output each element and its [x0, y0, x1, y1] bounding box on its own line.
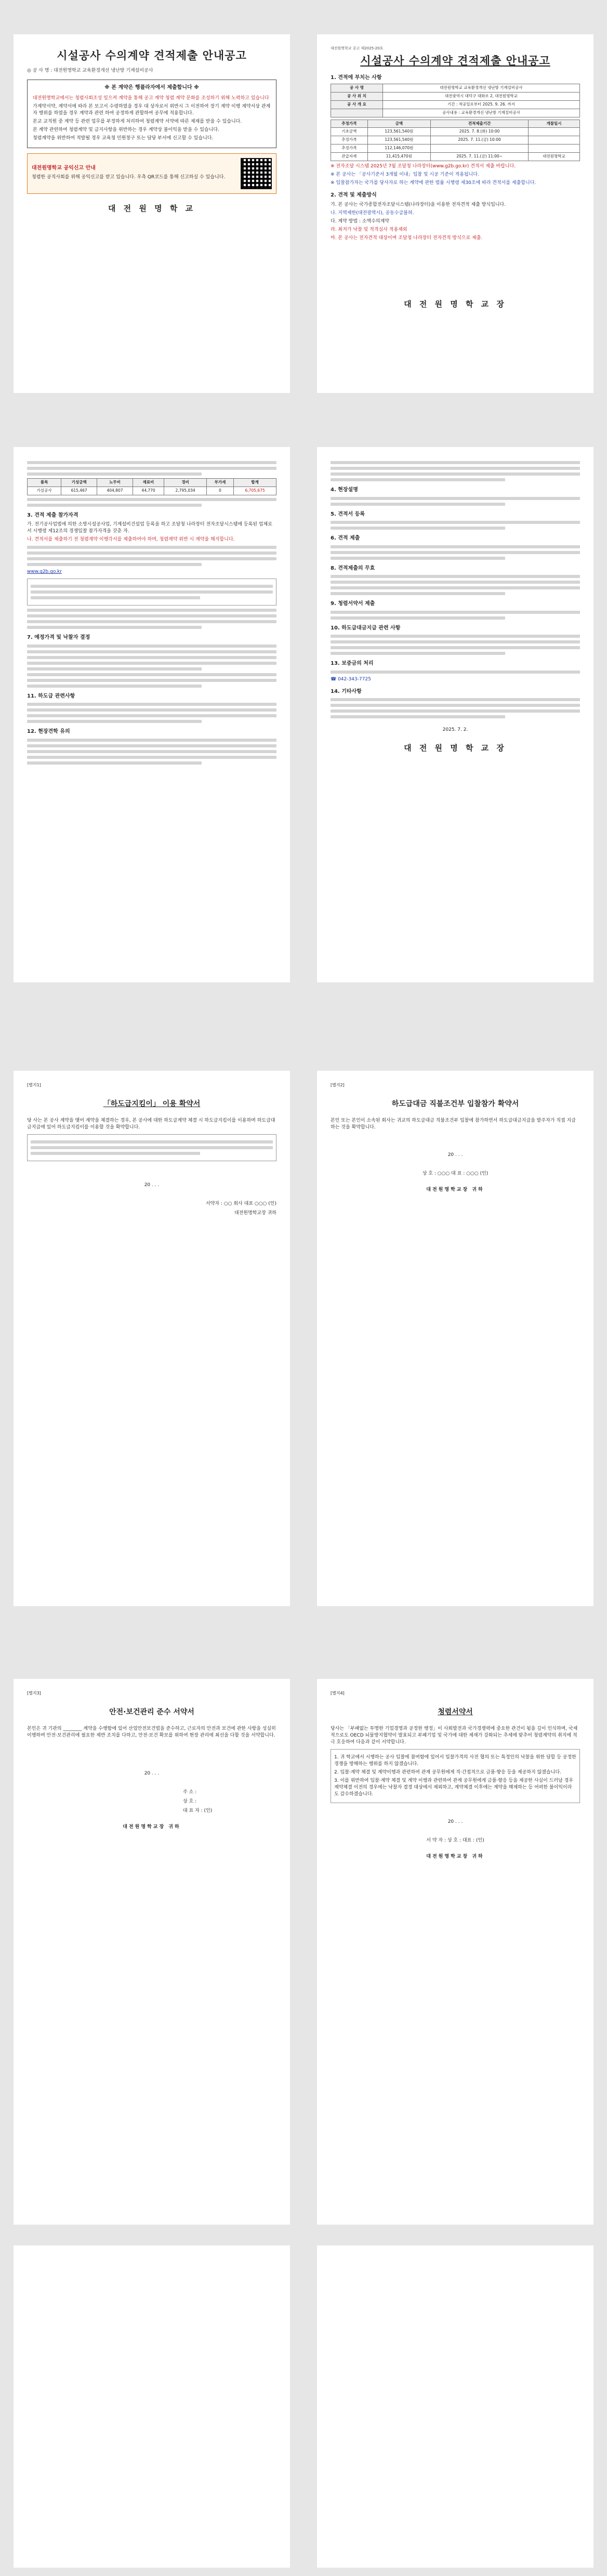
- notice-line: 가계약서약, 계약서에 따라 본 보고서 수령하였을 경우 대 상자로서 위반시 그 이전하여 장기 계약 이행 계약서상 관계자 행위를 하였을 경우 계약과 관련 하여 공정하게 관할하여 공무에 적용합니다.: [33, 104, 271, 116]
- form-recipient: 대전원명학교장 귀하: [123, 1824, 181, 1830]
- notice-title: ※ 본 계약은 행플라자에서 제출합니다 ※: [104, 85, 199, 91]
- header-cell: 재료비: [133, 479, 164, 487]
- form-date: 20 . . .: [144, 1182, 160, 1188]
- section-heading: 5. 견적서 등록: [331, 511, 365, 517]
- form-title: 청렴서약서: [438, 1707, 473, 1716]
- form-title: 하도급대금 직불조건부 입찰참가 확약서: [391, 1099, 519, 1108]
- page-blank: [317, 2245, 593, 2568]
- page-blank: [14, 2245, 290, 2568]
- form-recipient: 대전원명학교장 귀하: [426, 1854, 484, 1860]
- project-name: ◎ 공 사 명 : 대전원명학교 교육환경개선 냉난방 기계설비공사: [27, 68, 153, 74]
- amount-table: [331, 120, 580, 161]
- qr-code-icon[interactable]: [241, 158, 272, 189]
- promo-title: 대전원명학교 공익신고 안내: [32, 165, 96, 172]
- cell: 615,467: [61, 487, 97, 495]
- integrity-notice: [27, 80, 276, 148]
- cell: 공 사 위 치: [331, 92, 383, 100]
- form-recipient: 대전원명학교장 귀하: [426, 1187, 484, 1193]
- header-cell: 노무비: [97, 479, 133, 487]
- paragraph: 나. 견적서를 제출하기 전 청렴계약 이행각서를 제출하여야 하며, 청렴계약 위반 시 계약을 해지합니다.: [27, 537, 235, 543]
- cell: 공사내용 : 교육환경개선 냉난방 기계설비공사: [382, 109, 579, 117]
- pledge-item: 3. 이를 위반하여 입찰·계약 체결 및 계약 이행과 관련하여 관계 공무원에게 금품·향응 등을 제공한 사실이 드러날 경우 계약체결 이전의 경우에는 낙찰자 결정 대상에서 제외하고, 계약체결 이후에는 계약을 해제하는 등 어떠한 불이익이라도 감수하겠습니다.: [334, 1778, 574, 1797]
- form-recipient: 대전원명학교장 귀하: [234, 1211, 276, 1216]
- notice-number: 대전원명학교 공고 제2025-20호: [331, 46, 384, 50]
- contact-phone: ☎ 042-343-7725: [331, 676, 371, 682]
- pledge-item: 1. 귀 학교에서 시행하는 공사 입찰에 참여함에 있어서 입찰가격의 사전 협의 또는 특정인의 낙찰을 위한 담합 등 공정한 경쟁을 방해하는 행위를 하지 않겠습니다.: [334, 1755, 576, 1767]
- cell: [528, 144, 579, 153]
- cell: 기초금액: [331, 128, 368, 136]
- form-field-company[interactable]: 상 호 :: [183, 1799, 197, 1805]
- header-cell: 기성금액: [61, 479, 97, 487]
- form-tag: [별지2]: [331, 1083, 345, 1087]
- header-cell: 견적제출기간: [431, 120, 529, 128]
- school-name: 대 전 원 명 학 교 장: [404, 299, 507, 309]
- section-heading: 4. 현장설명: [331, 487, 358, 493]
- cell: 2,795,034: [164, 487, 207, 495]
- cell: 가설공사: [28, 487, 61, 495]
- cost-table: [27, 478, 276, 495]
- cell: [331, 109, 383, 117]
- form-integrity-pledge: [317, 1679, 593, 2225]
- page-notice-cover: [14, 34, 290, 393]
- form-date: 20 . . .: [144, 1770, 160, 1776]
- list-item: 라. 최저가 낙찰 및 적격심사 적용제외: [331, 227, 407, 232]
- form-tag: [별지3]: [27, 1691, 41, 1696]
- cell: 추정가격: [331, 136, 368, 144]
- cell: 11,415,470원: [367, 153, 431, 161]
- cell: [528, 128, 579, 136]
- page-notice-body-left: [14, 447, 290, 982]
- cell: [431, 144, 529, 153]
- header-cell: 품목: [28, 479, 61, 487]
- note: ※ 본 공사는 「공사기준서 3개월 이내」입찰 및 시공 기준이 적용됩니다.: [331, 172, 479, 177]
- form-safety-pledge: [14, 1679, 290, 2225]
- cell: 404,807: [97, 487, 133, 495]
- whistleblower-promo: [27, 153, 276, 194]
- school-name: 대 전 원 명 학 교: [108, 204, 196, 214]
- cell: 공 사 명: [331, 84, 383, 93]
- form-title: 「하도급지킴이」 이용 확약서: [103, 1099, 201, 1108]
- notice-line: 청렴계약을 위반하여 적발될 경우 교육청 민원창구 또는 담당 부서에 신고할 수 있습니다.: [33, 136, 214, 141]
- header-cell: 추정가격: [331, 120, 368, 128]
- section-heading: 12. 현장견학 유의: [27, 729, 70, 735]
- list-item: 가. 본 공사는 국가종합전자조달시스템(나라장터)을 이용한 전자견적 제출 방식입니다.: [331, 202, 506, 207]
- form-date: 20 . . .: [447, 1152, 463, 1158]
- project-info-table: [331, 84, 580, 117]
- page-title: 시설공사 수의계약 견적제출 안내공고: [360, 55, 550, 68]
- cell: 123,561,540원: [367, 136, 431, 144]
- form-text: 본인은 귀 기관의 ________ 계약을 수행함에 있어 산업안전보건법을 준수하고, 근로자의 안전과 보건에 관한 사항을 성실히 이행하며 안전·보건관리에 필요한 제반 조치를 다하고, 안전·보건 확보를 위하여 현장 관리에 최선을 다할 것을 서약합니다.: [27, 1726, 276, 1738]
- form-title: 안전·보건관리 준수 서약서: [109, 1707, 194, 1716]
- section-heading: 1. 견적에 부치는 사항: [331, 74, 382, 81]
- cell: 추정가격: [331, 144, 368, 153]
- notice-red-text: 대전원명학교에서는 청렴사회조성 일으켜 계약을 통해 공고 계약 청렴 계약 문화를 조성하기 위해 노력하고 있습니다: [33, 95, 269, 101]
- cell: 대전광역시 대덕구 대화로 2, 대전원명학교: [382, 92, 579, 100]
- section-heading: 10. 하도급대금지급 관련 사항: [331, 625, 401, 631]
- cell: 관급자재: [331, 153, 368, 161]
- cell: [528, 136, 579, 144]
- form-signature: 서 약 자 : 상 호 : 대표 : (인): [426, 1838, 484, 1844]
- section-heading: 7. 예정가격 및 낙찰자 결정: [27, 635, 90, 641]
- pledge-item: 2. 입찰·계약 체결 및 계약이행과 관련하여 관계 공무원에게 직·간접적으로 금품·향응 등을 제공하지 않겠습니다.: [334, 1770, 561, 1776]
- notice-line: 본교 교직원 중 계약 등 관련 업무를 부정하게 처리하여 청렴계약 서약에 따른 제재를 받을 수 있습니다.: [33, 119, 242, 125]
- section-heading: 3. 견적 제출 참가자격: [27, 512, 78, 518]
- header-cell: 경비: [164, 479, 207, 487]
- form-tag: [별지1]: [27, 1083, 41, 1087]
- form-date: 20 . . .: [447, 1819, 463, 1825]
- promo-text: 청렴한 공직사회를 위해 공익신고를 받고 있습니다. 우측 QR코드를 통해 신고하실 수 있습니다.: [32, 174, 226, 180]
- form-tag: [별지4]: [331, 1691, 345, 1696]
- section-heading: 8. 견적제출의 무효: [331, 565, 375, 571]
- page-title: 시설공사 수의계약 견적제출 안내공고: [57, 49, 247, 62]
- header-cell: 부가세: [207, 479, 234, 487]
- list-item: 나. 지역제한(대전광역시), 공동수급불허.: [331, 210, 414, 216]
- cell: 2025. 7. 11.(금) 11:00~: [431, 153, 529, 161]
- header-cell: 금액: [367, 120, 431, 128]
- section-heading: 6. 견적 제출: [331, 535, 360, 541]
- note: ※ 입찰참가자는 국가를 당사자로 하는 계약에 관한 법률 시행령 제30조에 따라 견적서를 제출합니다.: [331, 180, 536, 186]
- page-notice-detail: [317, 34, 593, 393]
- form-text: 당사는 「부패없는 투명한 기업경영과 공정한 행정」이 사회발전과 국가경쟁력에 중요한 관건이 됨을 깊이 인식하며, 국제적으로도 OECD 뇌물방지협약이 발효되고 부패기업 및 국가에 대한 제재가 강화되는 추세에 맞추어 청렴계약의 취지에 적극 호응하여 다음과 같이 서약합니다.: [331, 1726, 578, 1745]
- notice-date: 2025. 7. 2.: [442, 727, 468, 733]
- form-signature: 상 호 : ○○○ 대 표 : ○○○ (인): [422, 1171, 489, 1177]
- list-item: 마. 본 공사는 전자견적 대상이며 조달청 나라장터 전자견적 방식으로 제출.: [331, 235, 483, 241]
- section-heading: 14. 기타사항: [331, 688, 362, 694]
- form-subcontract-guard: [14, 1071, 290, 1606]
- form-field-representative[interactable]: 대 표 자 : (인): [183, 1808, 213, 1814]
- section-heading: 11. 하도급 관련사항: [27, 693, 75, 699]
- cell: 44,770: [133, 487, 164, 495]
- cell: 112,146,070원: [367, 144, 431, 153]
- form-direct-payment: [317, 1071, 593, 1606]
- cell: 대전원명학교: [528, 153, 579, 161]
- cell: 2025. 7. 8.(화) 10:00: [431, 128, 529, 136]
- notice-line: 본 계약 관련하여 청렴계약 및 금지사항을 위반하는 경우 계약상 불이익을 받을 수 있습니다.: [33, 127, 219, 133]
- section-heading: 9. 청렴서약서 제출: [331, 601, 375, 607]
- g2b-link[interactable]: www.g2b.go.kr: [27, 569, 62, 575]
- section-heading: 13. 보증금의 처리: [331, 661, 374, 666]
- school-name: 대 전 원 명 학 교 장: [404, 743, 507, 753]
- cell: 기간 : 착공일로부터 2025. 9. 26. 까지: [382, 100, 579, 109]
- cell: 공 사 개 요: [331, 100, 383, 109]
- header-cell: 합계: [234, 479, 276, 487]
- section-heading: 2. 견적 및 제출방식: [331, 192, 377, 199]
- paragraph: 가. 전기공사업법에 의한 소방시설공사업, 기계설비건설업 등록을 하고 조달청 나라장터 전자조달시스템에 등록된 업체로서 시행령 제12조의 경쟁입찰 참가자격을 갖춘 자.: [27, 522, 272, 534]
- cell: 0: [207, 487, 234, 495]
- cell: 123,561,540원: [367, 128, 431, 136]
- header-cell: 개찰일시: [528, 120, 579, 128]
- form-text: 본인 또는 본인이 소속된 회사는 귀교의 하도급대금 직불조건부 입찰에 참가하면서 하도급대금지급을 발주자가 직접 지급하는 것을 확약합니다.: [331, 1118, 576, 1130]
- form-text: 당 사는 본 공사 계약을 맺어 계약을 체결하는 경우, 본 공사에 대한 하도급계약 체결 시 하도급지킴이를 이용하며 하도급대금지급에 있어 하도급지킴이를 이용할 것을 확약합니다.: [27, 1118, 275, 1130]
- cell: 2025. 7. 11.(금) 10:00: [431, 136, 529, 144]
- form-field-address[interactable]: 주 소 :: [183, 1790, 197, 1795]
- page-notice-body-right: [317, 447, 593, 982]
- form-signature: 서약자 : ○○ 회사 대표 ○○○ (인): [205, 1201, 276, 1207]
- cell: 대전원명학교 교육환경개선 냉난방 기계설비공사: [382, 84, 579, 93]
- note: ※ 전자조달 시스템 2025년 7월 조달청 나라장터(www.g2b.go.kr) 견적서 제출 바랍니다.: [331, 163, 516, 169]
- cell: 6,705,675: [234, 487, 276, 495]
- list-item: 다. 계약 방법 : 소액수의계약: [331, 218, 389, 224]
